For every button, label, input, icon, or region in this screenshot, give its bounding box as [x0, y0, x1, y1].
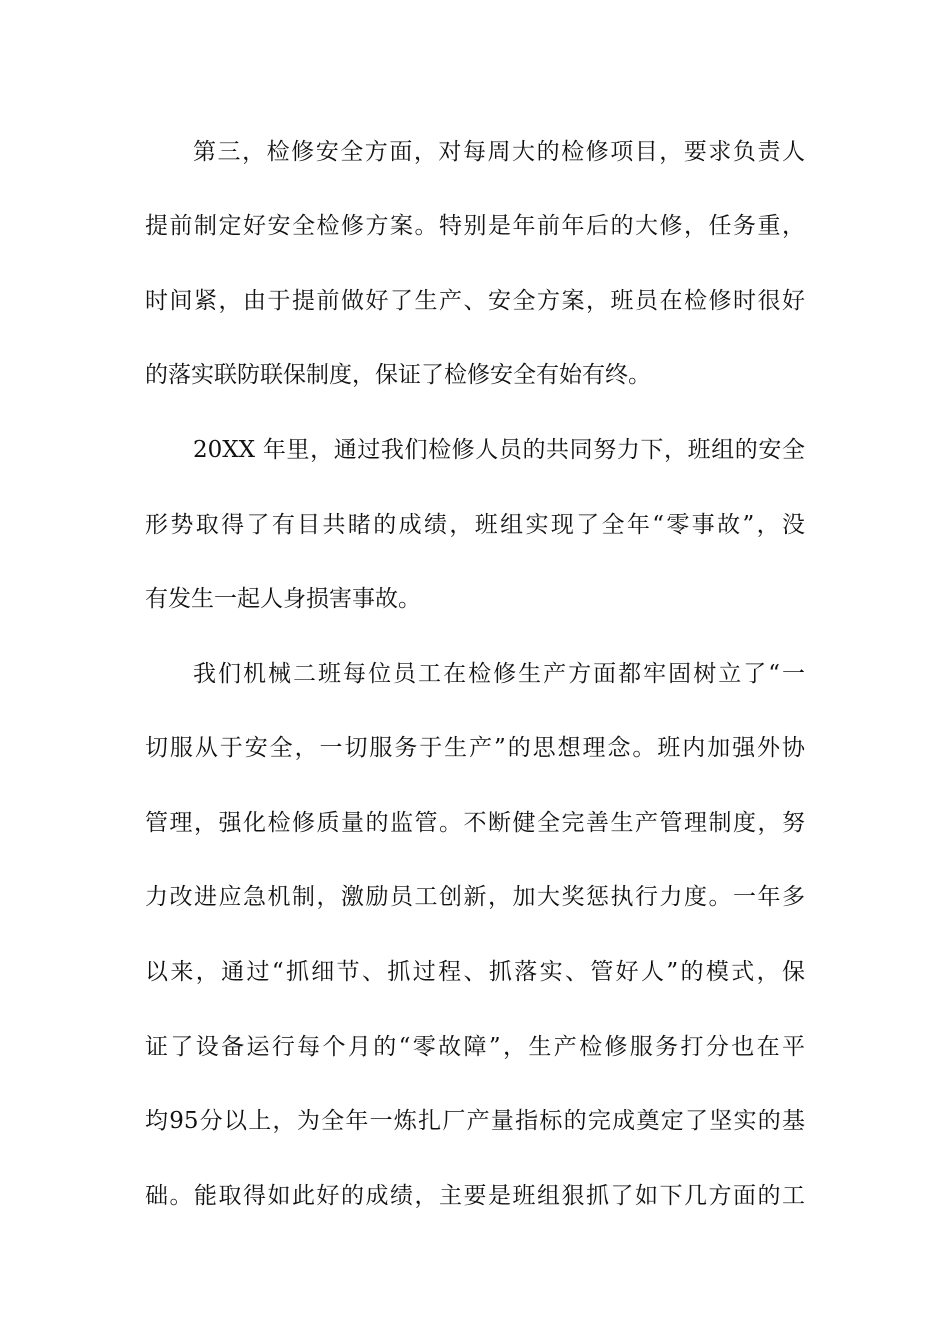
text-line: 形势取得了有目共睹的成绩，班组实现了全年“零事故”，没: [145, 512, 805, 538]
text-line: 管理，强化检修质量的监管。不断健全完善生产管理制度，努: [145, 810, 805, 836]
text-line: 有发生一起人身损害事故。: [145, 586, 421, 612]
text-line: 切服从于安全，一切服务于生产”的思想理念。班内加强外协: [145, 735, 805, 761]
text-line: 的落实联防联保制度，保证了检修安全有始有终。: [145, 362, 651, 388]
text-line: 我们机械二班每位员工在检修生产方面都牢固树立了“一: [193, 661, 805, 687]
text-line: 20XX 年里，通过我们检修人员的共同努力下，班组的安全: [193, 437, 805, 463]
text-line: 第三，检修安全方面，对每周大的检修项目，要求负责人: [193, 139, 805, 165]
text-line: 提前制定好安全检修方案。特别是年前年后的大修，任务重，: [145, 213, 805, 239]
text-line: 均95分以上，为全年一炼扎厂产量指标的完成奠定了坚实的基: [145, 1108, 805, 1134]
text-line: 时间紧，由于提前做好了生产、安全方案，班员在检修时很好: [145, 288, 805, 314]
text-line: 以来，通过“抓细节、抓过程、抓落实、管好人”的模式，保: [145, 959, 805, 985]
text-line: 础。能取得如此好的成绩，主要是班组狠抓了如下几方面的工: [145, 1183, 805, 1209]
text-line: 证了设备运行每个月的“零故障”，生产检修服务打分也在平: [145, 1034, 805, 1060]
text-line: 力改进应急机制，激励员工创新，加大奖惩执行力度。一年多: [145, 884, 805, 910]
